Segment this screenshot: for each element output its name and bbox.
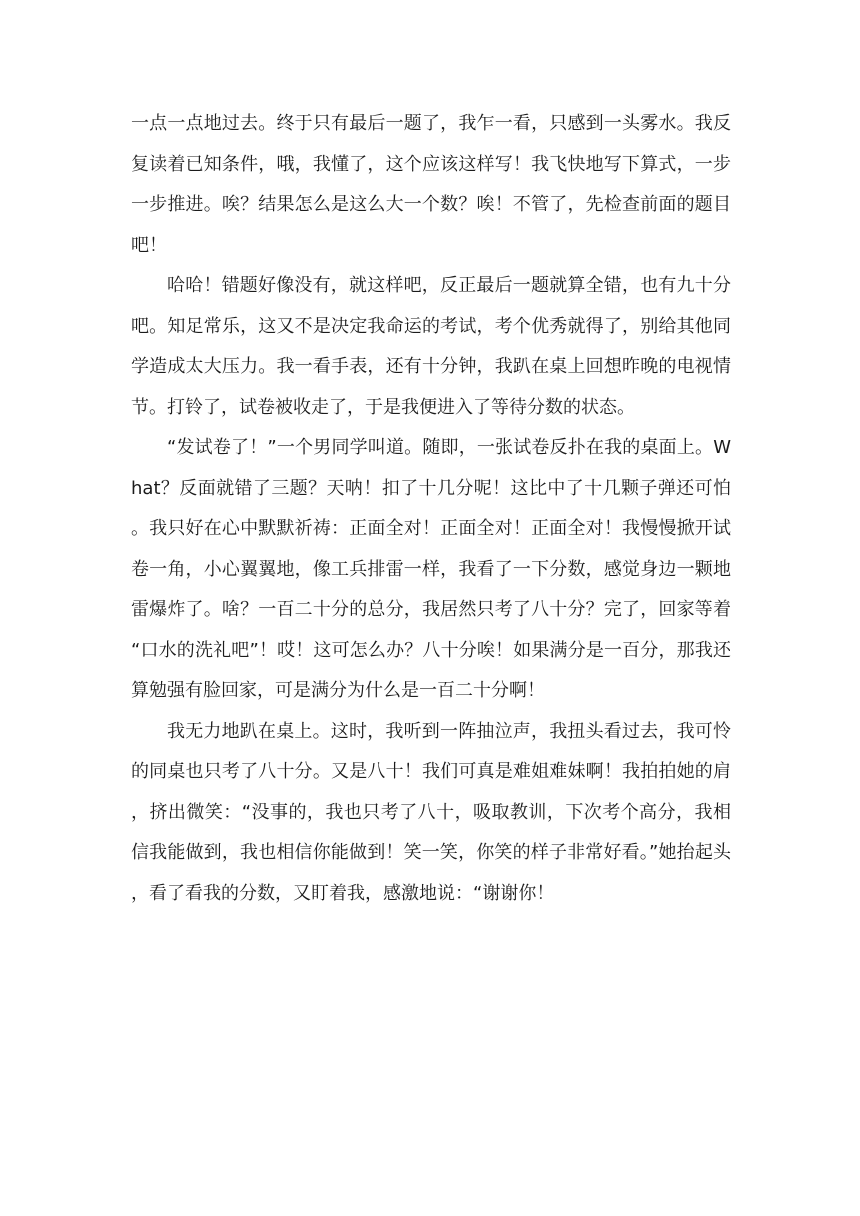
document-body	[131, 104, 731, 914]
paragraph-3: “发试卷了！”一个男同学叫道。随即，一张试卷反扑在我的桌面上。What？反面就错了三题？天呐！扣了十几分呢！这比中了十几颗子弹还可怕。我只好在心中默默祈祷：正面全对！正面全对！正面全对！我慢慢掀开试卷一角，小心翼翼地，像工兵排雷一样，我看了一下分数，感觉身边一颗地雷爆炸了。啥？一百二十分的总分，我居然只考了八十分？完了，回家等着“口水的洗礼吧”！哎！这可怎么办？八十分唉！如果满分是一百分，那我还算勉强有脸回家，可是满分为什么是一百二十分啊！	[131, 437, 731, 701]
paragraph-4: 我无力地趴在桌上。这时，我听到一阵抽泣声，我扭头看过去，我可怜的同桌也只考了八十分。又是八十！我们可真是难姐难妹啊！我拍拍她的肩，挤出微笑：“没事的，我也只考了八十，吸取教训，下次考个高分，我相信我能做到，我也相信你能做到！笑一笑，你笑的样子非常好看。”她抬起头，看了看我的分数，又盯着我，感激地说：“谢谢你！	[131, 720, 731, 904]
paragraph-1: 一点一点地过去。终于只有最后一题了，我乍一看，只感到一头雾水。我反复读着已知条件，哦，我懂了，这个应该这样写！我飞快地写下算式，一步一步推进。唉？结果怎么是这么大一个数？唉！不管了，先检查前面的题目吧！	[131, 113, 731, 256]
paragraph-2: 哈哈！错题好像没有，就这样吧，反正最后一题就算全错，也有九十分吧。知足常乐，这又不是决定我命运的考试，考个优秀就得了，别给其他同学造成太大压力。我一看手表，还有十分钟，我趴在桌上回想昨晚的电视情节。打铃了，试卷被收走了，于是我便进入了等待分数的状态。	[131, 275, 731, 418]
